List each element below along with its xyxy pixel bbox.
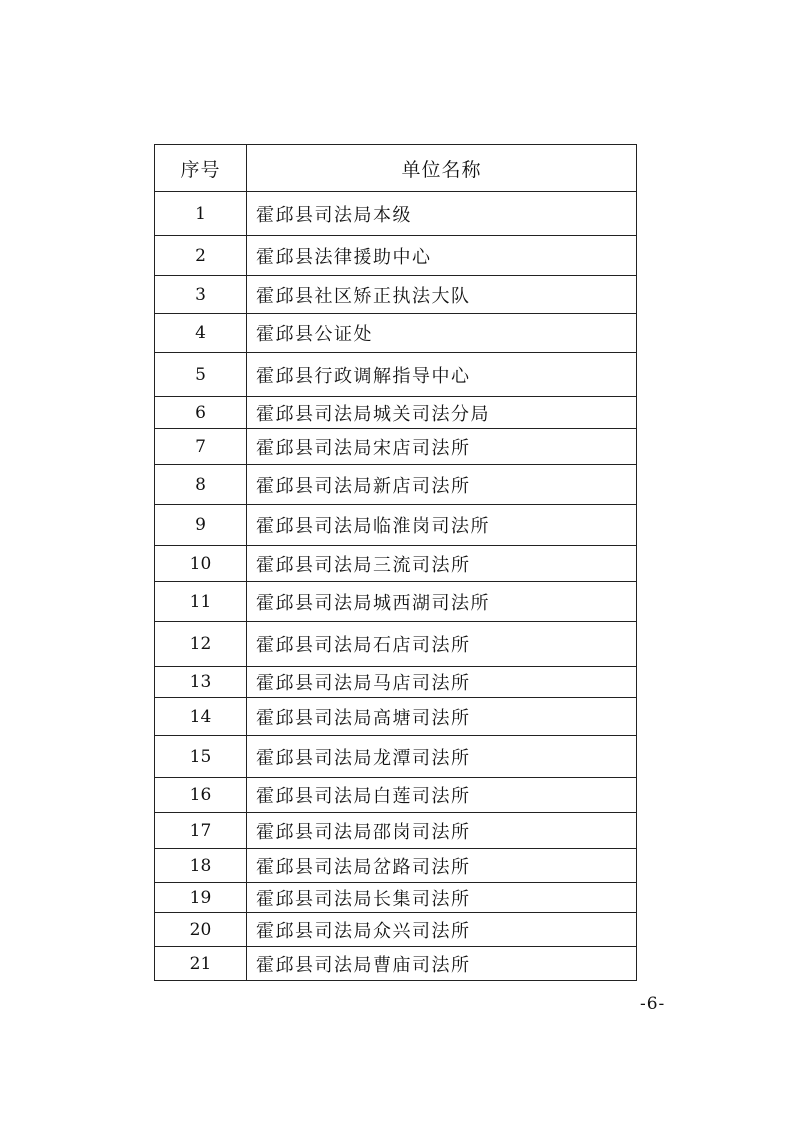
table-row [155,397,637,429]
row-unit-name: 霍邱县法律援助中心 [247,236,637,276]
row-index: 11 [155,582,247,622]
table-row [155,236,637,276]
table-row [155,353,637,397]
header-index: 序号 [155,145,247,192]
row-index: 1 [155,192,247,236]
table-row [155,736,637,778]
table-row [155,192,637,236]
row-index: 9 [155,505,247,546]
row-unit-name: 霍邱县社区矫正执法大队 [247,276,637,314]
row-unit-name: 霍邱县司法局白莲司法所 [247,778,637,813]
table-row [155,947,637,981]
row-index: 12 [155,622,247,667]
table-row [155,546,637,582]
row-unit-name: 霍邱县公证处 [247,314,637,353]
row-unit-name: 霍邱县司法局宋店司法所 [247,429,637,465]
row-unit-name: 霍邱县司法局高塘司法所 [247,698,637,736]
table-row [155,913,637,947]
row-unit-name: 霍邱县司法局城西湖司法所 [247,582,637,622]
table-row [155,813,637,849]
row-index: 18 [155,849,247,883]
table-row [155,314,637,353]
row-index: 4 [155,314,247,353]
table-row [155,778,637,813]
header-unit-name: 单位名称 [247,145,637,192]
row-unit-name: 霍邱县司法局临淮岗司法所 [247,505,637,546]
table-row [155,582,637,622]
row-index: 6 [155,397,247,429]
table-row [155,276,637,314]
row-unit-name: 霍邱县行政调解指导中心 [247,353,637,397]
row-unit-name: 霍邱县司法局曹庙司法所 [247,947,637,981]
row-index: 17 [155,813,247,849]
row-index: 8 [155,465,247,505]
row-index: 5 [155,353,247,397]
row-index: 2 [155,236,247,276]
table-row [155,883,637,913]
table-row [155,667,637,698]
table-row [155,622,637,667]
table-row [155,429,637,465]
row-index: 16 [155,778,247,813]
table-row [155,849,637,883]
row-unit-name: 霍邱县司法局本级 [247,192,637,236]
table-row [155,505,637,546]
row-unit-name: 霍邱县司法局龙潭司法所 [247,736,637,778]
row-index: 14 [155,698,247,736]
row-unit-name: 霍邱县司法局城关司法分局 [247,397,637,429]
row-unit-name: 霍邱县司法局三流司法所 [247,546,637,582]
row-unit-name: 霍邱县司法局邵岗司法所 [247,813,637,849]
row-unit-name: 霍邱县司法局众兴司法所 [247,913,637,947]
row-index: 19 [155,883,247,913]
row-unit-name: 霍邱县司法局石店司法所 [247,622,637,667]
page-number: -6- [640,994,666,1014]
table-row [155,465,637,505]
row-unit-name: 霍邱县司法局岔路司法所 [247,849,637,883]
row-index: 3 [155,276,247,314]
table-header-row [155,145,637,192]
row-index: 13 [155,667,247,698]
row-index: 15 [155,736,247,778]
table-row [155,698,637,736]
row-index: 10 [155,546,247,582]
row-index: 21 [155,947,247,981]
row-index: 7 [155,429,247,465]
row-unit-name: 霍邱县司法局新店司法所 [247,465,637,505]
unit-table [154,144,637,981]
row-index: 20 [155,913,247,947]
row-unit-name: 霍邱县司法局马店司法所 [247,667,637,698]
row-unit-name: 霍邱县司法局长集司法所 [247,883,637,913]
